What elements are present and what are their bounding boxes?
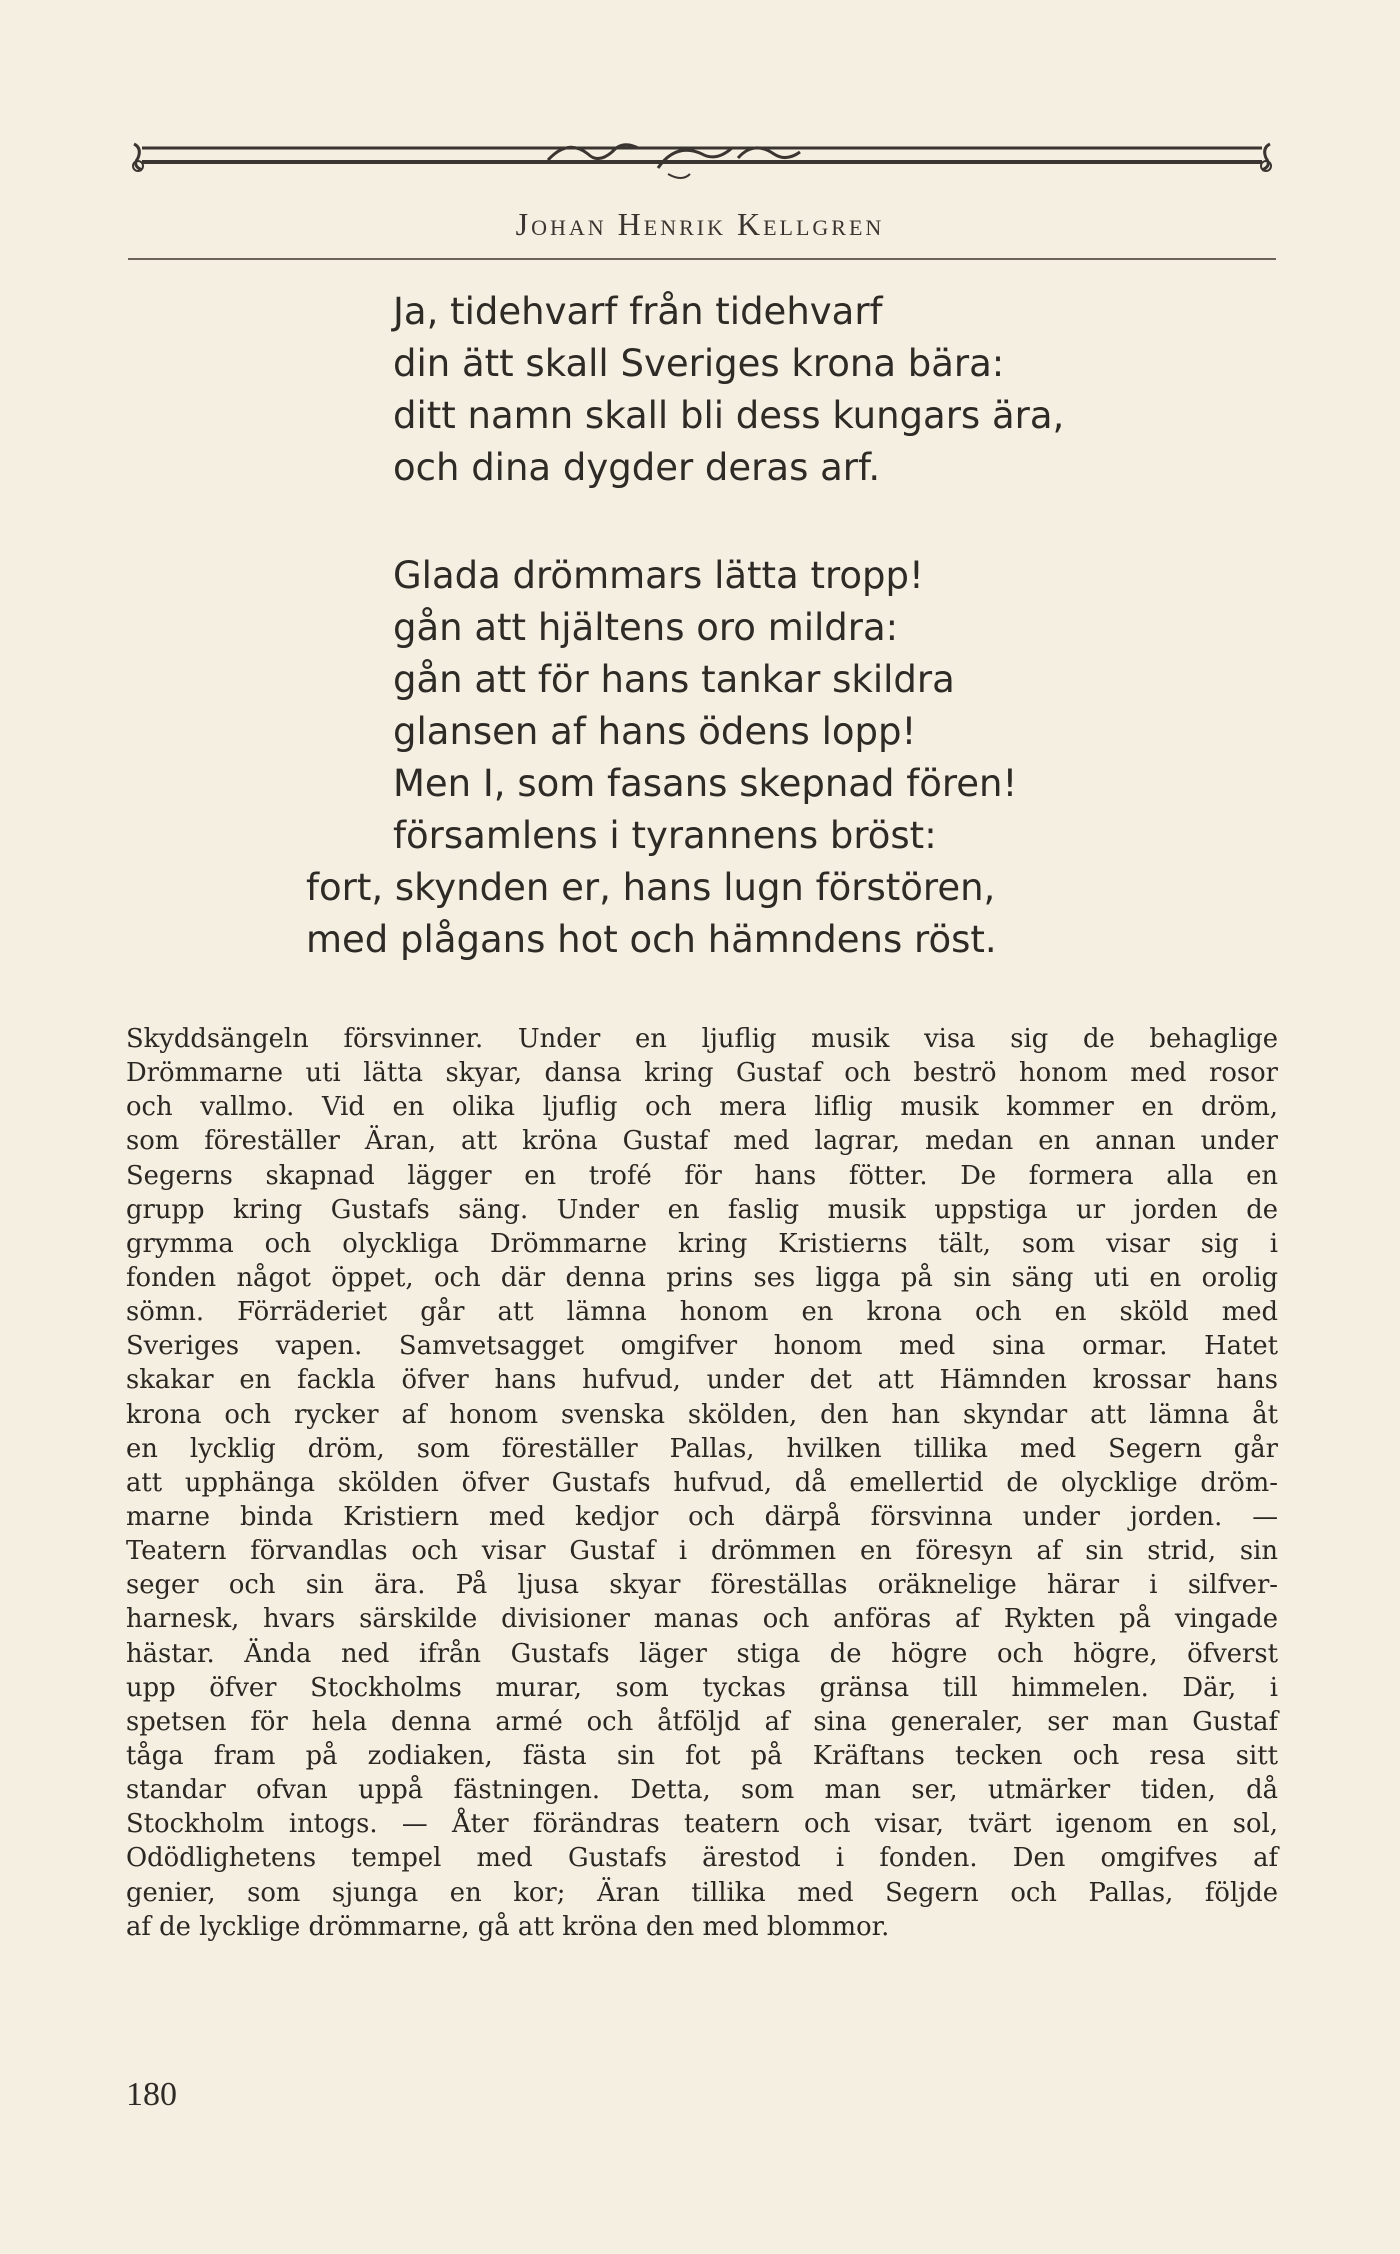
prose-line: standar ofvan uppå fästningen. Detta, som man ser, utmärker tiden, då <box>126 1775 1278 1806</box>
prose-line: att upphänga skölden öfver Gustafs hufvud, då emellertid de olycklige dröm- <box>126 1467 1278 1498</box>
prose-line: sömn. Förräderiet går att lämna honom en krona och en sköld med <box>126 1297 1278 1328</box>
running-head: Johan Henrik Kellgren <box>515 206 885 242</box>
header-rule <box>128 258 1276 260</box>
prose-line: af de lycklige drömmarne, gå att kröna den med blommor. <box>126 1911 890 1942</box>
page-number: 180 <box>126 2076 177 2113</box>
stage-direction <box>126 1022 1278 1944</box>
prose-line: spetsen för hela denna armé och åtföljd af sina generaler, ser man Gustaf <box>126 1706 1278 1737</box>
prose-line: grupp kring Gustafs säng. Under en faslig musik uppstiga ur jorden de <box>126 1194 1278 1225</box>
prose-line: grymma och olyckliga Drömmarne kring Kristierns tält, som visar sig i <box>126 1228 1278 1259</box>
prose-line: Skyddsängeln försvinner. Under en ljuflig musik visa sig de behaglige <box>126 1024 1278 1054</box>
prose-line: hästar. Ända ned ifrån Gustafs läger stiga de högre och högre, öfverst <box>126 1638 1278 1669</box>
prose-line: krona och rycker af honom svenska skölden, den han skyndar att lämna åt <box>126 1399 1278 1430</box>
poem-line: fort, skynden er, hans lugn förstören, <box>306 866 996 909</box>
prose-line: Segerns skapnad lägger en trofé för hans fötter. De formera alla en <box>126 1160 1278 1191</box>
poem-line: din ätt skall Sveriges krona bära: <box>393 342 1005 385</box>
prose-line: upp öfver Stockholms murar, som tyckas gränsa till himmelen. Där, i <box>126 1672 1278 1703</box>
prose-line: Sveriges vapen. Samvetsagget omgifver honom med sina ormar. Hatet <box>126 1331 1278 1362</box>
prose-line: tåga fram på zodiaken, fästa sin fot på Kräftans tecken och resa sitt <box>126 1740 1278 1771</box>
prose-line: en lycklig dröm, som föreställer Pallas, hvilken tillika med Segern går <box>126 1433 1278 1464</box>
poem-line: glansen af hans ödens lopp! <box>393 710 917 753</box>
prose-line: Teatern förvandlas och visar Gustaf i drömmen en föresyn af sin strid, sin <box>126 1536 1278 1567</box>
header-ornament <box>128 138 1276 198</box>
prose-line: Drömmarne uti lätta skyar, dansa kring Gustaf och beströ honom med rosor <box>126 1058 1278 1089</box>
poem-line: gån att för hans tankar skildra <box>393 658 955 701</box>
prose-line: seger och sin ära. På ljusa skyar föreställas oräknelige härar i silfver- <box>126 1570 1278 1601</box>
prose-line: som föreställer Äran, att kröna Gustaf med lagrar, medan en annan under <box>126 1126 1278 1157</box>
prose-line: skakar en fackla öfver hans hufvud, under det att Hämnden krossar hans <box>126 1365 1278 1396</box>
poem-line: Ja, tidehvarf från tidehvarf <box>393 290 883 333</box>
prose-line: harnesk, hvars särskilde divisioner manas och anföras af Rykten på vingade <box>126 1604 1278 1635</box>
prose-line: marne binda Kristiern med kedjor och därpå försvinna under jorden. — <box>126 1501 1278 1532</box>
prose-line: genier, som sjunga en kor; Äran tillika med Segern och Pallas, följde <box>126 1877 1278 1908</box>
poem-line: Glada drömmars lätta tropp! <box>393 554 924 597</box>
poem-line: med plågans hot och hämndens röst. <box>306 918 997 961</box>
prose-line: Stockholm intogs. — Åter förändras teatern och visar, tvärt igenom en sol, <box>126 1809 1278 1840</box>
poem-line: och dina dygder deras arf. <box>393 446 881 489</box>
poem-line: församlens i tyrannens bröst: <box>393 814 937 857</box>
prose-line: och vallmo. Vid en olika ljuflig och mera liflig musik kommer en dröm, <box>126 1092 1278 1123</box>
poem-line: Men I, som fasans skepnad fören! <box>393 762 1018 805</box>
poem-line: gån att hjältens oro mildra: <box>393 606 899 649</box>
poem-line: ditt namn skall bli dess kungars ära, <box>393 394 1065 437</box>
prose-line: Odödlighetens tempel med Gustafs ärestod i fonden. Den omgifves af <box>126 1843 1278 1874</box>
prose-line: fonden något öppet, och där denna prins ses ligga på sin säng uti en orolig <box>126 1262 1278 1293</box>
